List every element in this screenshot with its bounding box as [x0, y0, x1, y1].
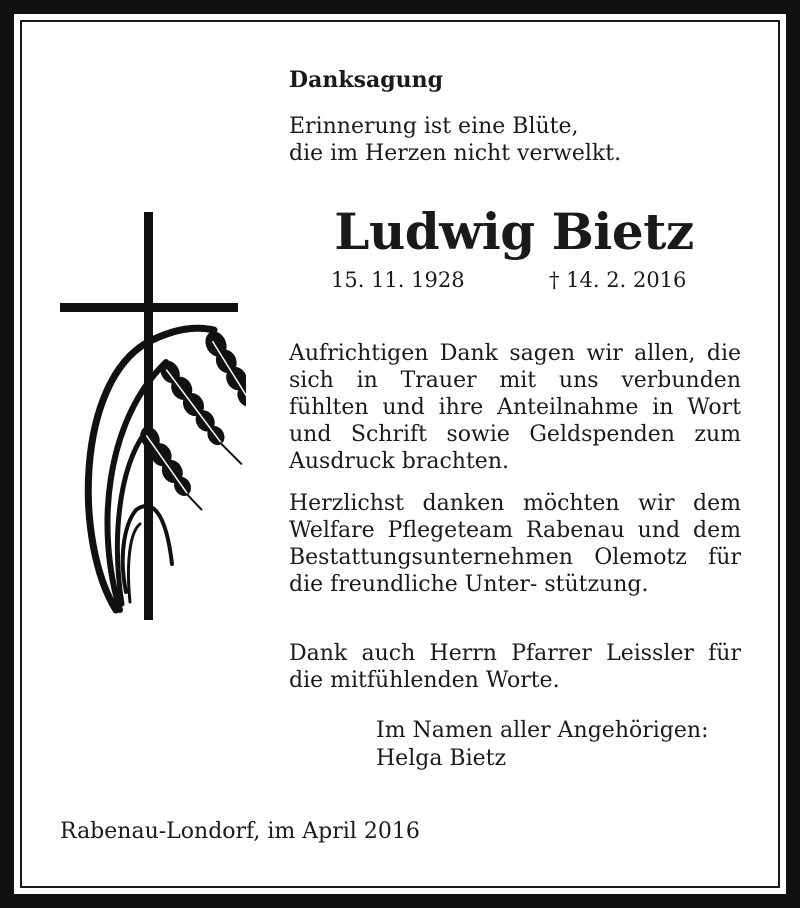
- place-date: Rabenau-Londorf, im April 2016: [60, 819, 420, 844]
- quote: [289, 113, 621, 167]
- paragraph-1: Aufrichtigen Dank sagen wir allen, die sich in Trauer mit uns verbunden fühlten und ihre Anteilnahme in Wort und Schrift sowie Geldspenden zum Ausdruck brachten.: [289, 341, 741, 474]
- paragraph-3: Dank auch Herrn Pfarrer Leissler für die mitfühlenden Worte.: [289, 641, 741, 693]
- obituary-page: [14, 14, 786, 894]
- signature: [376, 717, 708, 773]
- birth-date: 15. 11. 1928: [331, 268, 465, 292]
- death-date: † 14. 2. 2016: [549, 268, 687, 292]
- heading: Danksagung: [289, 67, 443, 93]
- paragraph-2: Herzlichst danken möchten wir dem Welfare Pflegeteam Rabenau und dem Bestattungsunternehmen Olemotz für die freundliche Unter- stützung.: [289, 491, 741, 597]
- signature-line-1: Im Namen aller Angehörigen:: [376, 718, 709, 743]
- deceased-name: Ludwig Bietz: [334, 202, 694, 261]
- quote-line-1: Erinnerung ist eine Blüte,: [289, 114, 579, 139]
- signature-line-2: Helga Bietz: [376, 746, 507, 771]
- cross-with-wheat-icon: [56, 212, 246, 626]
- quote-line-2: die im Herzen nicht verwelkt.: [289, 141, 622, 166]
